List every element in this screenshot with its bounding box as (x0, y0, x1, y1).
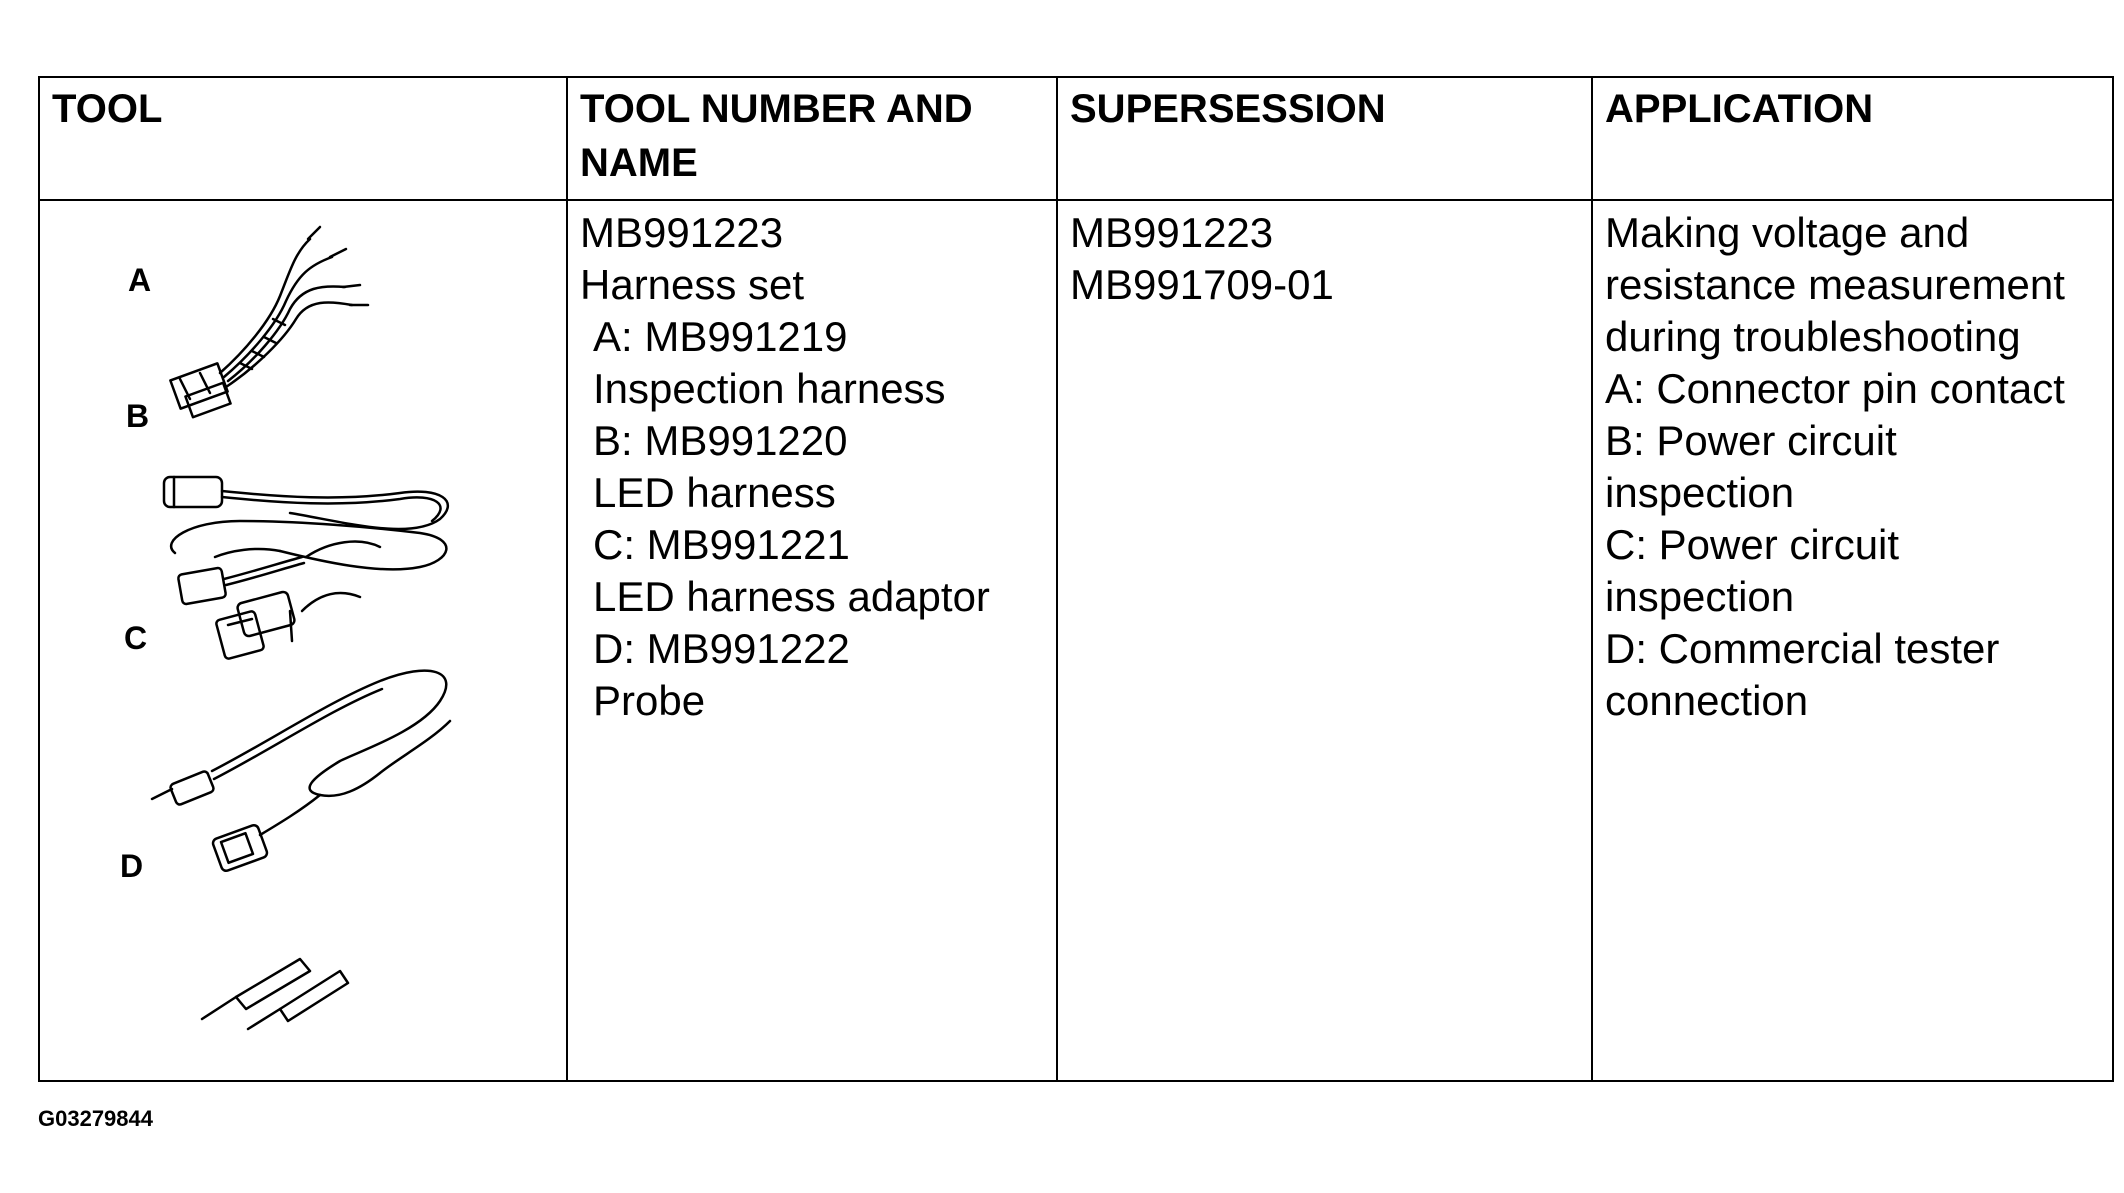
part-d-number: D: MB991222 (593, 625, 850, 672)
supersession-line: MB991709-01 (1070, 261, 1334, 308)
table-row (39, 200, 2113, 1081)
part-c-number: C: MB991221 (593, 521, 850, 568)
illustration-label-a: A (128, 262, 152, 298)
part-b-name: LED harness (593, 469, 836, 516)
header-row (39, 77, 2113, 200)
probe-drawing (202, 959, 348, 1029)
header-supersession-label: SUPERSESSION (1070, 87, 1386, 131)
illustration-label-b: B (126, 398, 150, 434)
part-a-name: Inspection harness (593, 365, 946, 412)
harness-set-illustration (40, 201, 566, 1081)
part-d-name: Probe (593, 677, 706, 724)
inspection-harness-drawing (170, 227, 368, 417)
header-tool-label: TOOL (52, 87, 163, 131)
application-line: inspection (1605, 469, 1795, 516)
application-line: C: Power circuit (1605, 521, 1900, 568)
illustration-label-d: D (120, 848, 144, 884)
header-tool-number-name (567, 77, 1057, 200)
tool-number-cell (567, 200, 1057, 1081)
header-number-line-2: NAME (580, 141, 698, 185)
supersession-cell (1057, 200, 1592, 1081)
application-line: inspection (1605, 573, 1795, 620)
supersession-line: MB991223 (1070, 209, 1274, 256)
application-cell (1592, 200, 2113, 1081)
led-harness-drawing (164, 477, 448, 659)
header-application-label: APPLICATION (1605, 87, 1874, 131)
part-b-number: B: MB991220 (593, 417, 848, 464)
figure-id: G03279844 (38, 1106, 153, 1131)
tool-number: MB991223 (580, 209, 784, 256)
part-a-number: A: MB991219 (593, 313, 848, 360)
header-application (1592, 77, 2113, 200)
application-line: connection (1605, 677, 1809, 724)
application-line: B: Power circuit (1605, 417, 1897, 464)
header-supersession (1057, 77, 1592, 200)
led-harness-adaptor-drawing (152, 671, 450, 873)
illustration-label-c: C (124, 620, 148, 656)
header-number-line-1: TOOL NUMBER AND (580, 87, 973, 131)
part-c-name: LED harness adaptor (593, 573, 990, 620)
application-line: resistance measurement (1605, 261, 2065, 308)
application-line: Making voltage and (1605, 209, 1970, 256)
header-tool (39, 77, 567, 200)
tool-illustration-cell (39, 200, 567, 1081)
special-tool-table (38, 76, 2114, 1082)
tool-name: Harness set (580, 261, 805, 308)
application-line: D: Commercial tester (1605, 625, 2000, 672)
application-line: A: Connector pin contact (1605, 365, 2065, 412)
application-line: during troubleshooting (1605, 313, 2021, 360)
